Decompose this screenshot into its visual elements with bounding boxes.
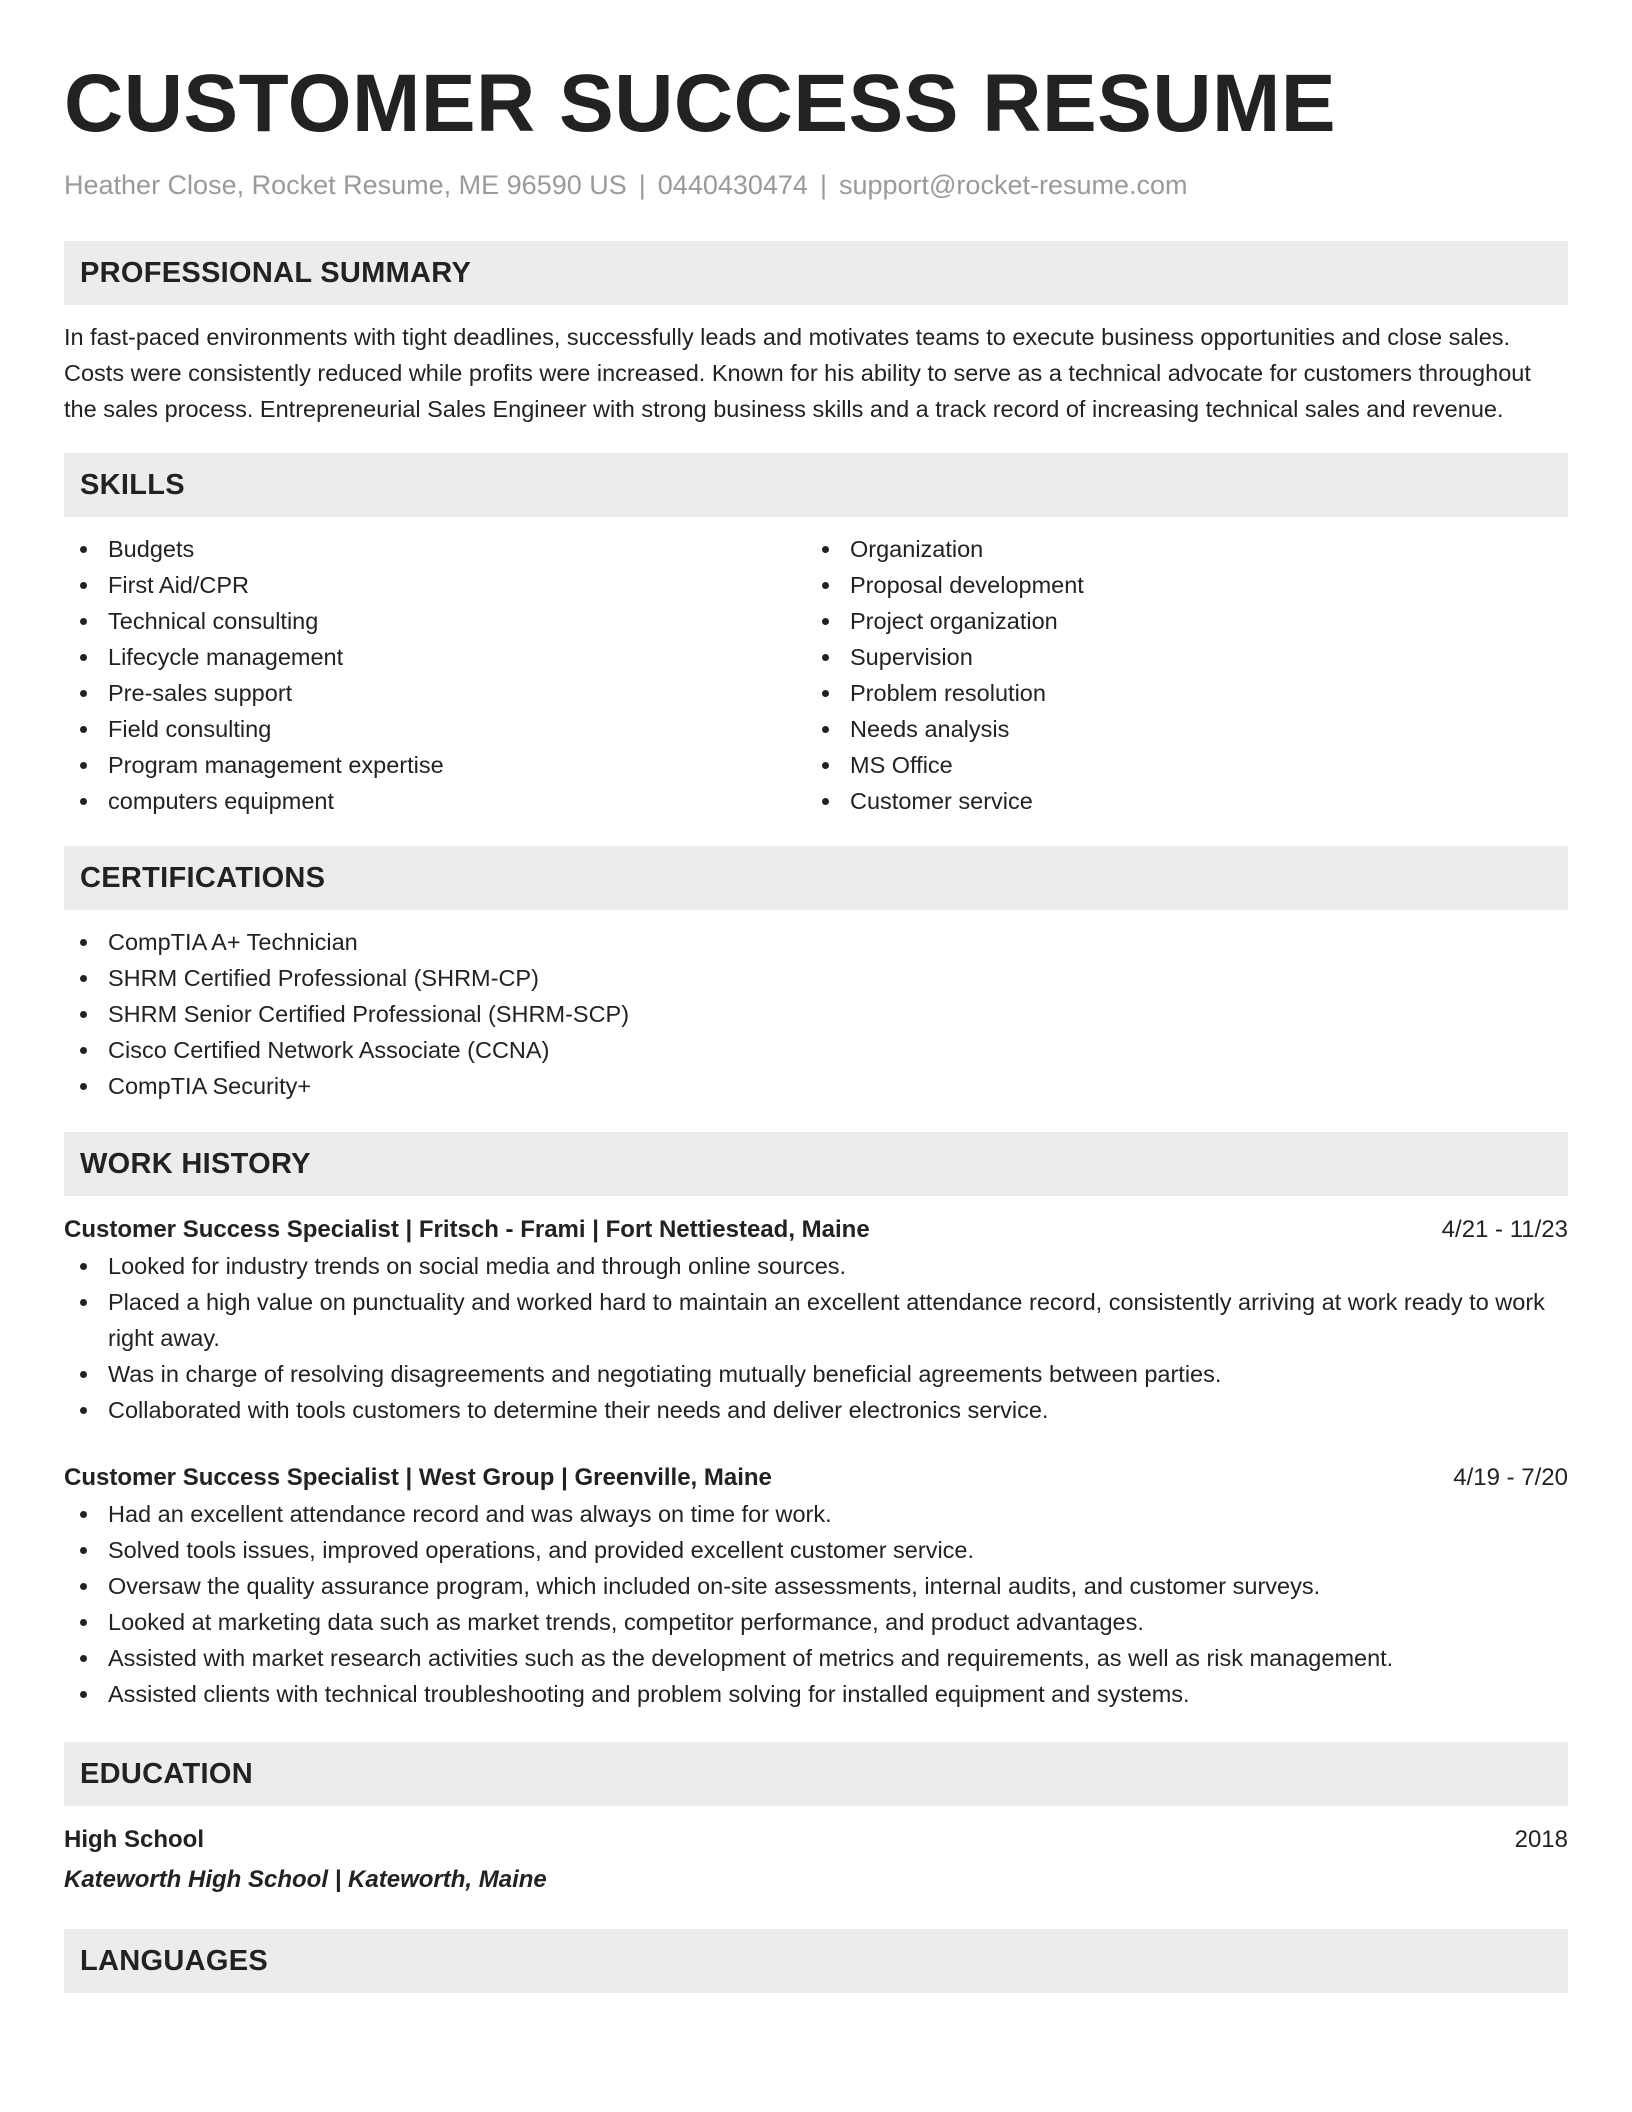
skill-item: Field consulting xyxy=(64,711,806,747)
section-header-work-history: WORK HISTORY xyxy=(64,1132,1568,1196)
job-bullets xyxy=(64,1248,1568,1428)
certification-item: SHRM Certified Professional (SHRM-CP) xyxy=(64,960,1568,996)
job-bullets xyxy=(64,1496,1568,1712)
job-title: Customer Success Specialist | West Group | Greenville, Maine xyxy=(64,1464,772,1491)
section-header-certifications: CERTIFICATIONS xyxy=(64,846,1568,910)
job-dates: 4/21 - 11/23 xyxy=(1441,1216,1568,1243)
job-bullet: Looked at marketing data such as market trends, competitor performance, and product advantages. xyxy=(64,1604,1568,1640)
job-entry xyxy=(64,1212,1568,1428)
job-entry xyxy=(64,1460,1568,1712)
skill-item: Supervision xyxy=(806,639,1548,675)
skills-column-right xyxy=(806,531,1548,819)
certification-item: CompTIA A+ Technician xyxy=(64,924,1568,960)
skill-item: Program management expertise xyxy=(64,747,806,783)
job-header xyxy=(64,1460,1568,1496)
education-year: 2018 xyxy=(1514,1826,1568,1853)
job-bullet: Placed a high value on punctuality and worked hard to maintain an excellent attendance record, consistently arriving at work ready to work right away. xyxy=(64,1284,1568,1356)
job-bullet: Solved tools issues, improved operations, and provided excellent customer service. xyxy=(64,1532,1568,1568)
job-bullet: Looked for industry trends on social media and through online sources. xyxy=(64,1248,1568,1284)
skill-item: Proposal development xyxy=(806,567,1548,603)
certification-item: SHRM Senior Certified Professional (SHRM-SCP) xyxy=(64,996,1568,1032)
skills-column-left xyxy=(64,531,806,819)
job-header xyxy=(64,1212,1568,1248)
job-bullet: Collaborated with tools customers to determine their needs and deliver electronics service. xyxy=(64,1392,1568,1428)
skill-item: Budgets xyxy=(64,531,806,567)
skill-item: Needs analysis xyxy=(806,711,1548,747)
education-entry xyxy=(64,1822,1568,1898)
contact-phone: 0440430474 xyxy=(657,170,808,200)
section-header-education: EDUCATION xyxy=(64,1742,1568,1806)
contact-email: support@rocket-resume.com xyxy=(838,170,1188,200)
certification-item: CompTIA Security+ xyxy=(64,1068,1568,1104)
skill-item: Customer service xyxy=(806,783,1548,819)
skill-item: Problem resolution xyxy=(806,675,1548,711)
skill-item: Organization xyxy=(806,531,1548,567)
skill-item: Technical consulting xyxy=(64,603,806,639)
contact-separator: | xyxy=(638,170,646,200)
skill-item: Pre-sales support xyxy=(64,675,806,711)
education-header xyxy=(64,1822,1568,1858)
job-bullet: Oversaw the quality assurance program, which included on-site assessments, internal audits, and customer surveys. xyxy=(64,1568,1568,1604)
education-school: Kateworth High School | Kateworth, Maine xyxy=(64,1866,547,1893)
certifications-list xyxy=(64,924,1568,1104)
skills-grid xyxy=(64,531,1568,819)
certification-item: Cisco Certified Network Associate (CCNA) xyxy=(64,1032,1568,1068)
job-bullet: Was in charge of resolving disagreements and negotiating mutually beneficial agreements between parties. xyxy=(64,1356,1568,1392)
resume-title: CUSTOMER SUCCESS RESUME xyxy=(64,58,1337,149)
skill-item: Project organization xyxy=(806,603,1548,639)
section-header-languages: LANGUAGES xyxy=(64,1929,1568,1993)
skill-item: First Aid/CPR xyxy=(64,567,806,603)
contact-line xyxy=(64,168,1568,202)
job-dates: 4/19 - 7/20 xyxy=(1453,1464,1568,1491)
job-bullet: Assisted with market research activities such as the development of metrics and requirements, as well as risk management. xyxy=(64,1640,1568,1676)
job-title: Customer Success Specialist | Fritsch - Frami | Fort Nettiestead, Maine xyxy=(64,1216,870,1243)
contact-address: Heather Close, Rocket Resume, ME 96590 US xyxy=(64,170,627,200)
job-bullet: Assisted clients with technical troubleshooting and problem solving for installed equipment and systems. xyxy=(64,1676,1568,1712)
skill-item: computers equipment xyxy=(64,783,806,819)
skill-item: MS Office xyxy=(806,747,1548,783)
section-header-skills: SKILLS xyxy=(64,453,1568,517)
section-header-summary: PROFESSIONAL SUMMARY xyxy=(64,241,1568,305)
job-bullet: Had an excellent attendance record and was always on time for work. xyxy=(64,1496,1568,1532)
skill-item: Lifecycle management xyxy=(64,639,806,675)
summary-text: In fast-paced environments with tight deadlines, successfully leads and motivates teams to execute business opportunities and close sales. Costs were consistently reduced while profits were increased. Known for his ability to serve as a technical advocate for customers throughout the sales process. Entrepreneurial Sales Engineer with strong business skills and a track record of increasing technical sales and revenue. xyxy=(64,324,1531,422)
contact-separator: | xyxy=(819,170,827,200)
education-degree: High School xyxy=(64,1826,204,1853)
